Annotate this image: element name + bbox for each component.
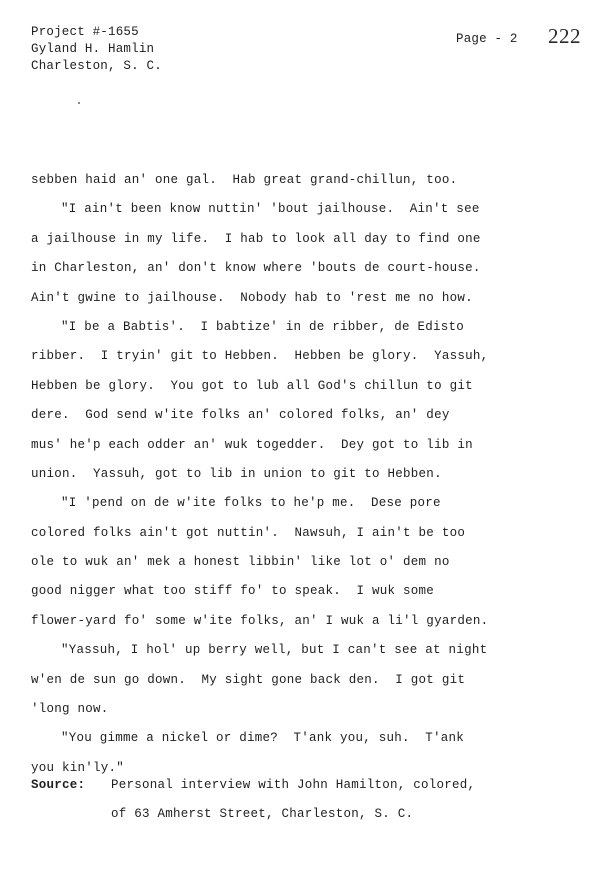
source-row-2 <box>31 807 571 836</box>
body-line: ribber. I tryin' git to Hebben. Hebben be glory. Yassuh, <box>31 349 489 364</box>
body-line: you kin'ly." <box>31 760 125 775</box>
author-name: Gyland H. Hamlin <box>31 42 155 56</box>
body-line: "I 'pend on de w'ite folks to he'p me. Dese pore <box>61 496 441 511</box>
body-line: good nigger what too stiff fo' to speak. I wuk some <box>31 584 435 599</box>
body-line: mus' he'p each odder an' wuk togedder. Dey got to lib in <box>31 437 473 452</box>
body-line: in Charleston, an' don't know where 'bouts de court-house. <box>31 261 481 276</box>
body-line: "I ain't been know nuttin' 'bout jailhouse. Ain't see <box>61 202 480 217</box>
body-line: a jailhouse in my life. I hab to look all day to find one <box>31 231 481 246</box>
stray-ink-mark <box>78 102 80 104</box>
body-line: Hebben be glory. You got to lub all God's chillun to git <box>31 378 473 393</box>
source-line-2: of 63 Amherst Street, Charleston, S. C. <box>111 807 414 821</box>
page-label: Page - 2 <box>456 32 518 46</box>
body-line: dere. God send w'ite folks an' colored folks, an' dey <box>31 408 450 423</box>
body-line: w'en de sun go down. My sight gone back den. I got git <box>31 672 466 687</box>
project-number: Project #-1655 <box>31 25 139 39</box>
body-line: 'long now. <box>31 702 109 717</box>
body-line: Ain't gwine to jailhouse. Nobody hab to 'rest me no how. <box>31 290 473 305</box>
body-line: ole to wuk an' mek a honest libbin' like lot o' dem no <box>31 555 450 570</box>
body-line: colored folks ain't got nuttin'. Nawsuh, I ain't be too <box>31 525 466 540</box>
source-label: Source: <box>31 778 86 792</box>
page-stamp-number: 222 <box>548 24 581 48</box>
body-line: "Yassuh, I hol' up berry well, but I can't see at night <box>61 643 488 658</box>
body-line: "You gimme a nickel or dime? T'ank you, suh. T'ank <box>61 731 465 746</box>
body-line: union. Yassuh, got to lib in union to git to Hebben. <box>31 466 442 481</box>
source-block <box>31 778 571 836</box>
author-location: Charleston, S. C. <box>31 59 162 73</box>
body-line: sebben haid an' one gal. Hab great grand-chillun, too. <box>31 173 458 187</box>
body-line: "I be a Babtis'. I babtize' in de ribber, de Edisto <box>61 319 465 334</box>
source-row-1 <box>31 778 571 807</box>
body-text <box>31 172 571 789</box>
body-line: flower-yard fo' some w'ite folks, an' I wuk a li'l gyarden. <box>31 613 489 628</box>
source-line-1: Personal interview with John Hamilton, colored, <box>111 778 476 792</box>
header-block <box>31 24 162 75</box>
